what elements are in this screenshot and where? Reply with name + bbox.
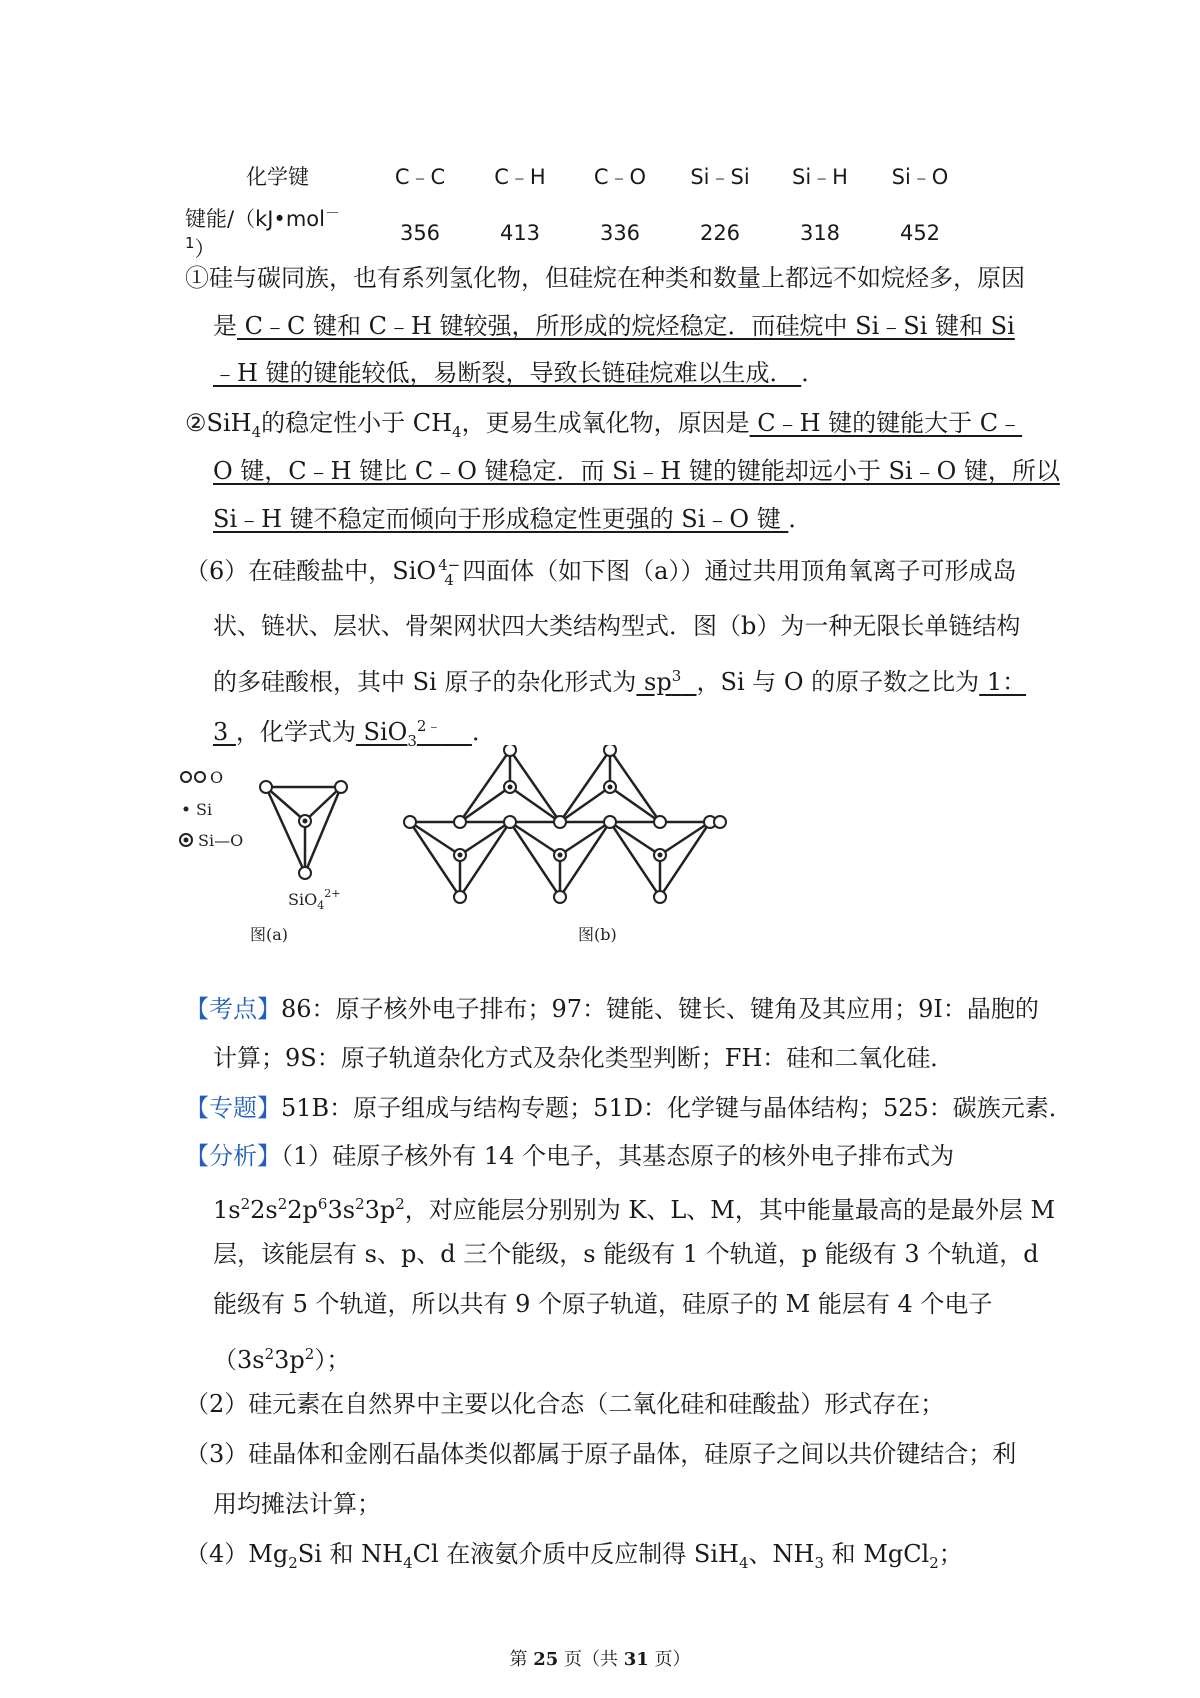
item-3-line2: 用均摊法计算； (213, 1490, 381, 1518)
text: ，对应能层分别别为 K、L、M，其中能量最高的是最外层 M (404, 1196, 1056, 1224)
text: （4）Mg (185, 1540, 289, 1568)
label-sio4 (288, 887, 340, 912)
footer-text: 页） (648, 1649, 691, 1670)
fenxi-line5: $(3s^23p^2)$； (213, 1345, 351, 1374)
text: ②SiH (185, 409, 252, 437)
text: ，Si 与 O 的原子数之比为 (696, 668, 980, 696)
kaodian-line1 (185, 993, 1039, 1025)
q5-p2-line3 (213, 503, 812, 535)
text: ． (801, 359, 826, 387)
table-cell: 318 (799, 220, 841, 245)
table-cell: 452 (899, 220, 941, 245)
text: ． (471, 718, 496, 746)
silicate-structure-figure (170, 745, 970, 945)
page-total: 31 (623, 1649, 649, 1670)
q5-p1-line2 (213, 310, 1015, 342)
fenxi-line4: 能级有 5 个轨道，所以共有 9 个原子轨道，硅原子的 M 能层有 4 个电子 (213, 1290, 993, 1318)
table-cell: C﹣H (494, 165, 546, 189)
text: 、NH (748, 1540, 815, 1568)
legend-si: Si (196, 800, 213, 819)
q5-p1-line3 (213, 357, 825, 389)
unit-close: ） (194, 237, 216, 261)
subscript: 4 (251, 422, 262, 441)
zhuanti-line (185, 1092, 1073, 1124)
text: 是 (213, 312, 237, 340)
answer-text: 1： (979, 668, 1027, 696)
label-sio4-sup: 2+ (324, 887, 341, 900)
subscript: 3 (407, 731, 417, 750)
answer-text: C﹣C 键和 C﹣H 键较强，所形成的烷烃稳定．而硅烷中 Si﹣Si 键和 Si (237, 312, 1015, 340)
text: ）； (314, 1346, 351, 1374)
bond-energy-table (185, 150, 970, 263)
q6-line1 (185, 555, 1017, 588)
footer-text: 页（共 (558, 1649, 624, 1670)
kaodian-tag: 【考点】 (185, 995, 281, 1023)
figure-lines (266, 750, 720, 897)
answer-text: O 键，C﹣H 键比 C﹣O 键稳定．而 Si﹣H 键的键能却远小于 Si﹣O 键，所以 (213, 457, 1060, 485)
text: 和 MgCl (824, 1540, 930, 1568)
text: 的稳定性小于 CH (261, 409, 453, 437)
caption-a: 图(a) (250, 925, 289, 944)
table-header-cell (185, 202, 370, 263)
table-cell: 413 (499, 220, 541, 245)
caption-b: 图(b) (578, 925, 617, 944)
text: Cl 在液氨介质中反应制得 SiH (412, 1540, 739, 1568)
q5-p2-line1 (185, 407, 1022, 448)
text: （6）在硅酸盐中，SiO (185, 557, 437, 585)
table-cell: Si﹣O (891, 165, 949, 189)
fenxi-line2: $1s^22s^22p^63s^23p^2$，对应能层分别别为 K、L、M，其中能量最高的是最外层 M (213, 1195, 1056, 1224)
subscript: 4 (452, 422, 462, 441)
table-cell: C﹣C (394, 165, 446, 189)
text: ，更易生成氧化物，原因是 (461, 409, 750, 437)
table-header-cell: 化学键 (246, 165, 309, 189)
answer-text: C﹣H 键的键能大于 C﹣ (749, 409, 1023, 437)
footer-text: 第 (509, 1649, 534, 1670)
frac-top: 4− (438, 555, 461, 574)
unit-label: 键能/（kJ•mol (185, 207, 325, 231)
text: （1）硅原子核外有 14 个电子，其基态原子的核外电子排布式为 (281, 1142, 955, 1170)
fenxi-tag: 【分析】 (185, 1142, 281, 1170)
superscript: 2﹣ (416, 717, 442, 735)
text: 四面体（如下图（a））通过共用顶角氧离子可形成岛 (462, 557, 1017, 585)
fenxi-line3: 层，该能层有 s、p、d 三个能级，s 能级有 1 个轨道，p 能级有 3 个轨道，d (213, 1240, 1039, 1268)
answer-text (636, 668, 696, 696)
frac-bottom: 4 (444, 570, 454, 589)
fenxi-line1 (185, 1140, 954, 1172)
text: 86：原子核外电子排布；97：键能、键长、键角及其应用；9I：晶胞的 (281, 995, 1039, 1023)
page-footer (0, 1645, 1200, 1671)
q5-p2-line2 (213, 455, 1060, 487)
text: ； (938, 1540, 963, 1568)
superscript: 3 (671, 667, 682, 685)
q6-line3 (213, 660, 1026, 698)
answer-text: ﹣H 键的键能较低，易断裂，导致长链硅烷难以生成． (213, 359, 802, 387)
unit-superscript: －1 (185, 204, 340, 252)
answer-part: sp (636, 668, 672, 696)
answer-part: SiO (355, 718, 408, 746)
text: 51B：原子组成与结构专题；51D：化学键与晶体结构；525：碳族元素． (281, 1094, 1073, 1122)
text: ，化学式为 (235, 718, 356, 746)
table-cell: 226 (699, 220, 741, 245)
answer-text: Si﹣H 键不稳定而倾向于形成稳定性更强的 Si﹣O 键 (213, 505, 789, 533)
table-cell: 336 (599, 220, 641, 245)
q6-line2: 状、链状、层状、骨架网状四大类结构型式．图（b）为一种无限长单链结构 (213, 612, 1021, 640)
superscript-stack (438, 555, 461, 589)
item-4: $(4)Mg_2Si$ 和 $NH_4Cl$ 在液氨介质中反应制得 SiH$_4$、$NH_3$ 和 MgCl$_2$； (185, 1540, 963, 1572)
legend-si-o: Si—O (198, 831, 244, 850)
table-cell: Si﹣Si (690, 165, 750, 189)
table-cell: Si﹣H (792, 165, 848, 189)
item-2: （2）硅元素在自然界中主要以化合态（二氧化硅和硅酸盐）形式存在； (185, 1390, 945, 1418)
text: 的多硅酸根，其中 Si 原子的杂化形式为 (213, 668, 637, 696)
zhuanti-tag: 【专题】 (185, 1094, 281, 1122)
table-cell: 356 (399, 220, 441, 245)
kaodian-line2: 计算；9S：原子轨道杂化方式及杂化类型判断；FH：硅和二氧化硅． (213, 1044, 955, 1072)
q5-p1-line1: ①硅与碳同族，也有系列氢化物，但硅烷在种类和数量上都远不如烷烃多，原因 (185, 264, 1025, 292)
legend-o: O (210, 768, 224, 787)
page-number: 25 (533, 1649, 559, 1670)
oxygen-atoms (181, 745, 726, 903)
label-sio4-base: SiO (288, 890, 318, 909)
text: Si 和 NH (297, 1540, 404, 1568)
answer-text: 3 (213, 718, 236, 746)
table-cell: C﹣O (593, 165, 647, 189)
table-row (185, 150, 970, 202)
label-sio4-sub: 4 (317, 899, 325, 912)
text: ． (788, 505, 813, 533)
answer-text (355, 717, 472, 750)
item-3-line1: （3）硅晶体和金刚石晶体类似都属于原子晶体，硅原子之间以共价键结合；利 (185, 1440, 1017, 1468)
table-row (185, 202, 970, 263)
